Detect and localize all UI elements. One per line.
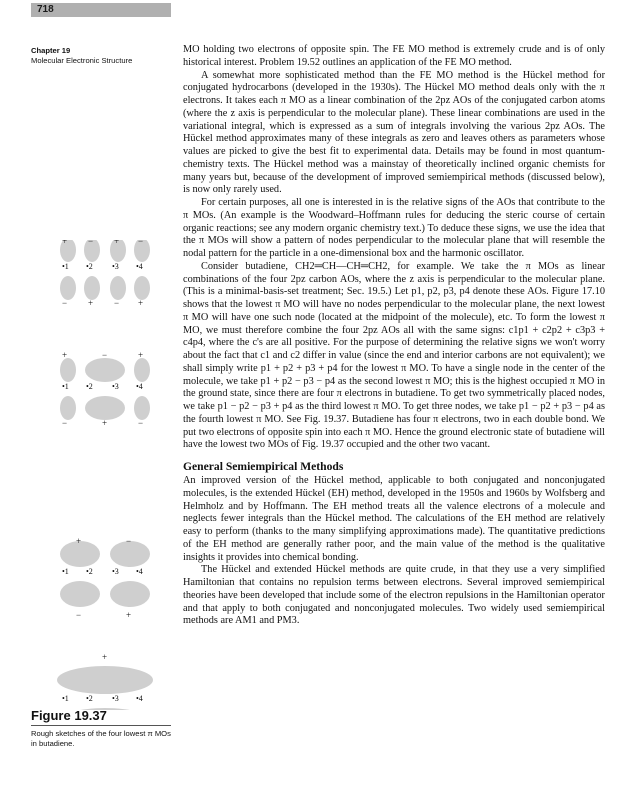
atom-label: •3 [112,694,119,703]
chapter-header [31,46,176,66]
sign-mark: + [138,350,144,360]
paragraph: MO holding two electrons of opposite spin. The FE MO method is extremely crude and is of only historical interest. Problem 19.52 outlines an application of the FE MO method. [183,44,605,68]
atom-label: •2 [86,262,93,271]
atom-label: •2 [86,567,93,576]
sign-mark: − [88,240,94,246]
atom-label: •3 [112,382,119,391]
paragraph: A somewhat more sophisticated method than the FE MO method is the Hückel method for conjugated hydrocarbons (developed in the 1930s). The Hückel MO method deals only with the π electrons. It takes each π MO as a linear combination of the 2pz AOs of the conjugated carbon atoms (where the z axis is perpendicular to the molecular plane). These linear combinations are used in the variational integral, which is expressed as a sum of integrals involving the various 2pz AOs. The Hückel method approximates many of these integrals as zero and leaves others as parameters whose values are picked to give the best fit to experimental data. Details may be found in most quantum-chemistry texts. The Hückel method was a mainstay of theoretically inclined organic chemists for many years but, because of the development of improved semiempirical methods (discussed below), is now only rarely used. [183,69,605,196]
mo-figure [50,240,160,710]
figure-rule [31,725,171,726]
paragraph: An improved version of the Hückel method, applicable to both conjugated and nonconjugated molecules, is the extended Hückel (EH) method, developed in the 1950s and 1960s by Wolfsberg and Helmholz and by Hoffmann. The EH method treats all the valence electrons of a molecule and neglects fewer integrals than the Hückel method. The calculations of the EH method are relatively easy to perform (thanks to the many simplifying approximations made). The quantitative predictions of the EH method are generally rather poor, and the main value of the method is the qualitative insights it provides into chemical bonding. [183,475,605,563]
sign-mark: − [62,298,68,308]
atom-label: •3 [112,567,119,576]
sign-mark: − [114,298,120,308]
atom-label: •1 [62,262,69,271]
atom-label: •3 [112,262,119,271]
sign-mark: + [138,298,144,308]
sign-mark: − [138,418,144,428]
chapter-title: Molecular Electronic Structure [31,56,133,65]
atom-label: •2 [86,694,93,703]
paragraph: For certain purposes, all one is interested in is the relative signs of the AOs that contribute to the π MOs. (An example is the Woodward–Hoffmann rules for deducing the steric course of certain organic reactions; see any modern organic chemistry text.) To deduce these signs, we use the idea that the π MOs will show a pattern of nodes perpendicular to the molecular plane that will resemble the nodal pattern for the particle in a one-dimensional box and the harmonic oscillator. [183,197,605,259]
atom-label: •4 [136,694,143,703]
atom-label: •1 [62,382,69,391]
atom-label: •1 [62,567,69,576]
sign-mark: + [126,610,132,620]
body-text [183,44,605,628]
sign-mark: − [62,418,68,428]
sign-mark: − [102,350,108,360]
sign-mark: + [102,652,108,662]
sign-mark: − [138,240,144,246]
atom-label: •4 [136,262,143,271]
sign-mark: + [62,350,68,360]
figure-caption: Rough sketches of the four lowest π MOs in butadiene. [31,729,171,748]
atom-label: •4 [136,382,143,391]
sign-mark: + [76,536,82,546]
sign-mark: + [88,298,94,308]
sign-mark: + [114,240,120,246]
page-number: 718 [31,3,171,17]
sign-mark: − [76,610,82,620]
chapter-label: Chapter 19 [31,46,71,55]
atom-label: •2 [86,382,93,391]
mo-sketch-1 [57,666,153,710]
atom-labels [62,240,143,703]
paragraph: The Hückel and extended Hückel methods are quite crude, in that they use a very simplified Hamiltonian that contains no repulsion terms between electrons. Several improved semiempirical theories have been developed that include some of the electron repulsions in the Hamiltonian operator and that apply to both conjugated and nonconjugated molecules. Two widely used semiempirical methods are AM1 and PM3. [183,564,605,627]
section-heading: General Semiempirical Methods [183,460,344,473]
atom-label: •4 [136,567,143,576]
sign-mark: − [126,536,132,546]
sign-mark: + [62,240,68,246]
sign-mark: + [102,418,108,428]
figure-title: Figure 19.37 [31,708,107,723]
atom-label: •1 [62,694,69,703]
paragraph: Consider butadiene, CH2═CH—CH═CH2, for example. We take the π MOs as linear combinations of the four 2pz carbon AOs, where the z axis is perpendicular to the molecular plane. (This is a minimal-basis-set treatment; Sec. 19.5.) Let p1, p2, p3, p4 denote these AOs. Figure 17.10 shows that the lowest π MO will have no nodes perpendicular to the molecular plane, the next lowest π MO will have one such node (located at the midpoint of the molecule), etc. To form the lowest π MO, we must therefore combine the four 2pz AOs all with the same signs: c1p1 + c2p2 + c3p3 + c4p4, where the c's are all positive. For the purpose of determining the relative signs we won't worry about the fact that c1 and c2 differ in value (since the end and interior carbons are not equivalent); we shall simply write p1 + p2 + p3 + p4 for the lowest π MO. To have a single node in the center of the molecule, we take p1 + p2 − p3 − p4 as the second lowest π MO; this is the highest occupied π MO in the ground state, since there are four π electrons in butadiene. To get two symmetrically placed nodes, we take p1 − p2 − p3 + p4 as the third lowest π MO. To get three nodes, we take p1 − p2 + p3 − p4 as the fourth lowest π MO. See Fig. 19.37. Butadiene has four π electrons, two in each double bond. We put two electrons of opposite spin into each π MO. Hence the ground electronic state of butadiene will have the lowest two MOs of Fig. 19.37 occupied and the other two vacant. [183,260,605,451]
